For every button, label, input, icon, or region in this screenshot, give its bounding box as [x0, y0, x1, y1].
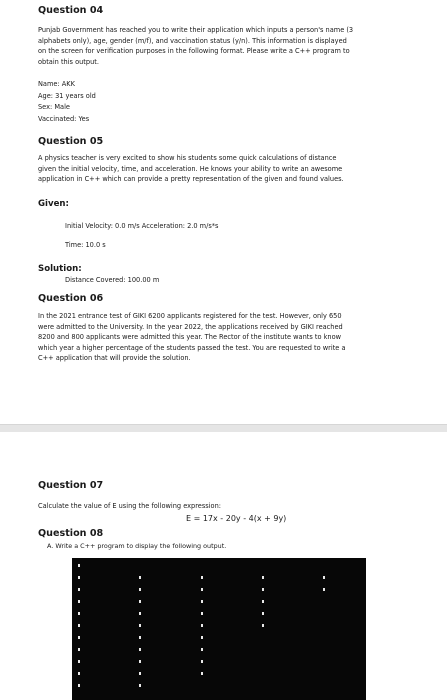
- terminal-dot: [139, 588, 141, 591]
- question-08-item-a: A. Write a C++ program to display the following output.: [47, 542, 227, 550]
- terminal-dot: [139, 660, 141, 663]
- terminal-dot: [78, 684, 80, 687]
- terminal-dot: [201, 624, 203, 627]
- question-05-title: Question 05: [38, 136, 104, 147]
- terminal-dot: [201, 636, 203, 639]
- terminal-dot: [78, 672, 80, 675]
- given-time: Time: 10.0 s: [65, 241, 106, 249]
- terminal-dot: [139, 648, 141, 651]
- question-06-line: In the 2021 entrance test of GIKI 6200 applicants registered for the test. However, only 650: [38, 312, 342, 320]
- question-06-title: Question 06: [38, 293, 104, 304]
- sample-output-vaccinated: Vaccinated: Yes: [38, 114, 90, 123]
- question-04-title: Question 04: [38, 5, 104, 16]
- terminal-dot: [78, 624, 80, 627]
- terminal-dot: [201, 600, 203, 603]
- question-05-text: [38, 153, 410, 185]
- given-label: Given:: [38, 199, 69, 209]
- question-04-line: obtain this output.: [38, 57, 99, 66]
- question-07-title: Question 07: [38, 480, 104, 491]
- sample-output-age: Age: 31 years old: [38, 91, 96, 100]
- question-05-line: given the initial velocity, time, and acceleration. He knows your ability to write an awesome: [38, 164, 343, 173]
- terminal-output-screenshot: [72, 558, 366, 700]
- terminal-dot: [262, 576, 264, 579]
- question-04-line: alphabets only), age, gender (m/f), and vaccination status (y/n). This information is displayed: [38, 36, 347, 45]
- terminal-dot: [323, 588, 325, 591]
- solution-label: Solution:: [38, 264, 82, 274]
- question-06-line: which year a higher percentage of the students passed the test. You are requested to write a: [38, 343, 346, 352]
- given-velocity-acceleration: Initial Velocity: 0.0 m/s Acceleration: 2.0 m/s*s: [65, 222, 219, 230]
- terminal-dot: [201, 672, 203, 675]
- terminal-dot: [262, 624, 264, 627]
- terminal-dot: [78, 588, 80, 591]
- question-06-line: were admitted to the University. In the year 2022, the applications received by GIKI reached: [38, 322, 343, 331]
- terminal-dot: [201, 576, 203, 579]
- solution-distance: Distance Covered: 100.00 m: [65, 276, 160, 284]
- terminal-dot: [262, 588, 264, 591]
- terminal-dot: [78, 576, 80, 579]
- question-06-text: [38, 311, 410, 364]
- terminal-dot: [139, 612, 141, 615]
- sample-output-name: Name: AKK: [38, 80, 75, 88]
- question-07-text: Calculate the value of E using the following expression:: [38, 502, 221, 510]
- terminal-dot: [139, 684, 141, 687]
- terminal-dot: [78, 564, 80, 567]
- terminal-dot: [78, 600, 80, 603]
- question-07-expression: E = 17x - 20y - 4(x + 9y): [186, 514, 287, 523]
- question-04-text: [38, 25, 410, 67]
- terminal-dot: [201, 648, 203, 651]
- terminal-dot: [262, 612, 264, 615]
- question-06-line: 8200 and 800 applicants were admitted this year. The Rector of the institute wants to know: [38, 333, 342, 342]
- terminal-dot: [139, 636, 141, 639]
- terminal-dot: [139, 624, 141, 627]
- question-05-line: application in C++ which can provide a pretty representation of the given and found values.: [38, 175, 344, 184]
- terminal-dot: [78, 660, 80, 663]
- terminal-dot: [262, 600, 264, 603]
- question-05-line: A physics teacher is very excited to show his students some quick calculations of distance: [38, 154, 337, 162]
- question-08-title: Question 08: [38, 528, 104, 539]
- sample-output-sex: Sex: Male: [38, 103, 70, 112]
- terminal-dot: [78, 612, 80, 615]
- terminal-dot: [323, 576, 325, 579]
- question-04-line: on the screen for verification purposes in the following format. Please write a C++ program to: [38, 47, 350, 56]
- terminal-dot: [201, 612, 203, 615]
- terminal-dot: [139, 600, 141, 603]
- question-06-line: C++ application that will provide the solution.: [38, 354, 191, 363]
- terminal-dot: [139, 576, 141, 579]
- terminal-dot: [139, 672, 141, 675]
- question-04-line: Punjab Government has reached you to write their application which inputs a person's name (3: [38, 26, 354, 34]
- terminal-dot: [201, 588, 203, 591]
- terminal-dot: [201, 660, 203, 663]
- question-04-sample-output: [38, 79, 96, 125]
- terminal-dot: [78, 648, 80, 651]
- terminal-dot: [78, 636, 80, 639]
